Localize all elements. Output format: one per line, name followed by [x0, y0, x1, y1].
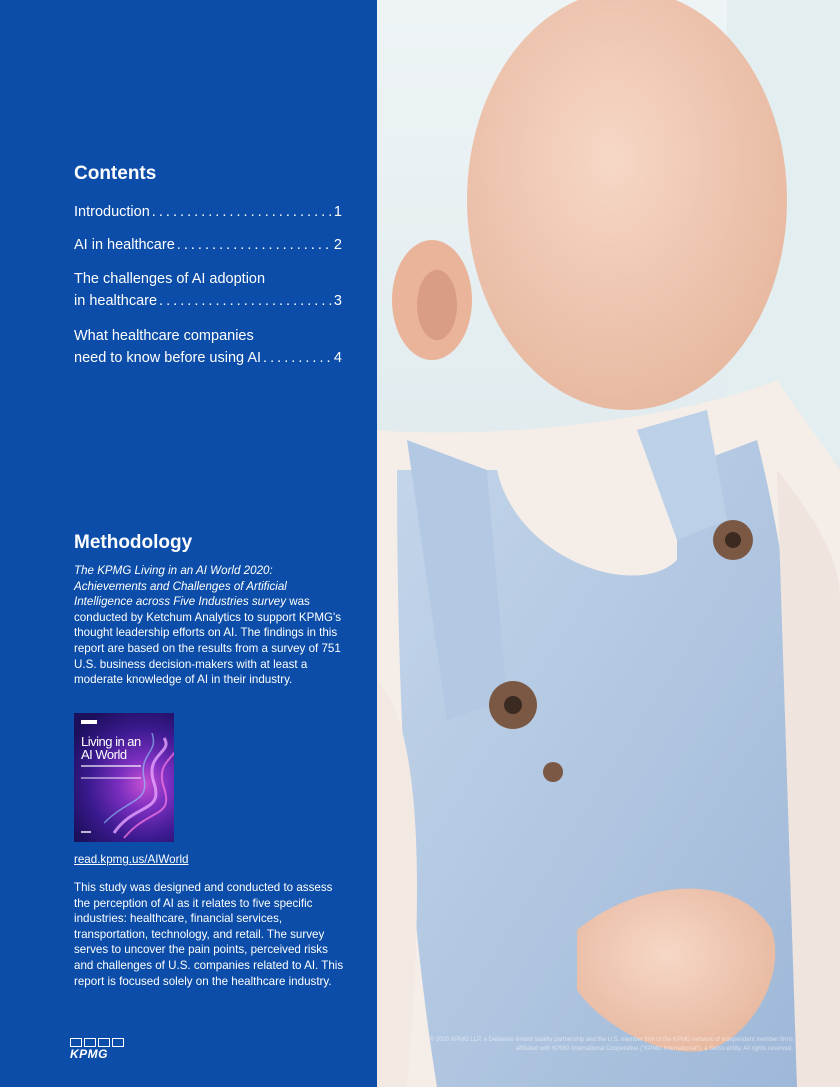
toc-label-line: What healthcare companies: [74, 328, 254, 344]
toc-leader: [177, 234, 332, 256]
toc-label: in healthcare: [74, 293, 158, 309]
toc-leader: [263, 347, 332, 369]
cover-logo-icon: [81, 720, 97, 724]
toc-label: AI in healthcare: [74, 237, 175, 253]
toc-page-number: 3: [333, 293, 342, 309]
toc-label: Introduction: [74, 204, 150, 220]
toc-page-number: 4: [333, 350, 342, 366]
baby-photo-illustration: [377, 0, 840, 1087]
report-cover-thumbnail[interactable]: [74, 713, 174, 842]
copyright-note: © 2020 KPMG LLP, a Delaware limited liability partnership and the U.S. member firm of the KPMG network of independent member firms affiliated with KPMG International Cooperative ("KPMG International"), a Swiss entity. All rights reserved.: [429, 1037, 793, 1052]
kpmg-logo-text: KPMG: [70, 1047, 108, 1061]
contents-heading: Contents: [74, 163, 157, 184]
toc-entry-challenges[interactable]: [74, 268, 342, 312]
baby-photo: [377, 0, 840, 1087]
report-link[interactable]: read.kpmg.us/AIWorld: [74, 853, 189, 866]
toc-page-number: 2: [333, 237, 342, 253]
survey-title: The KPMG Living in an AI World 2020: Achievements and Challenges of Artificial Intelligence across Five Industries survey: [74, 564, 287, 609]
kpmg-logo-icon: [70, 1038, 126, 1047]
toc-entry-introduction[interactable]: [74, 201, 342, 223]
left-panel: [0, 0, 377, 1087]
methodology-paragraph: [74, 563, 344, 688]
study-paragraph: This study was designed and conducted to assess the perception of AI as it relates to five specific industries: healthcare, financial services, transportation, technology, and retail. The survey serves to uncover the pain points, perceived risks and challenges of U.S. companies related to AI. This report is focused solely on the healthcare industry.: [74, 881, 344, 988]
cover-subtitle-lines: [81, 765, 141, 779]
cover-footer-mark: [81, 831, 91, 833]
toc-leader: [159, 290, 332, 312]
toc-entry-what-to-know[interactable]: [74, 325, 342, 369]
cover-title: Living in an AI World: [81, 734, 141, 762]
kpmg-logo: [70, 1038, 126, 1060]
toc-label: need to know before using AI: [74, 350, 262, 366]
toc-entry-ai-in-healthcare[interactable]: [74, 234, 342, 256]
toc-leader: [152, 201, 332, 223]
methodology-body: was conducted by Ketchum Analytics to support KPMG's thought leadership efforts on AI. The findings in this report are based on the results from a survey of 751 U.S. business decision-makers with at least a moderate knowledge of AI in their industry.: [74, 595, 342, 687]
methodology-heading: Methodology: [74, 532, 193, 553]
toc-label-line: The challenges of AI adoption: [74, 271, 266, 287]
toc-page-number: 1: [333, 204, 342, 220]
